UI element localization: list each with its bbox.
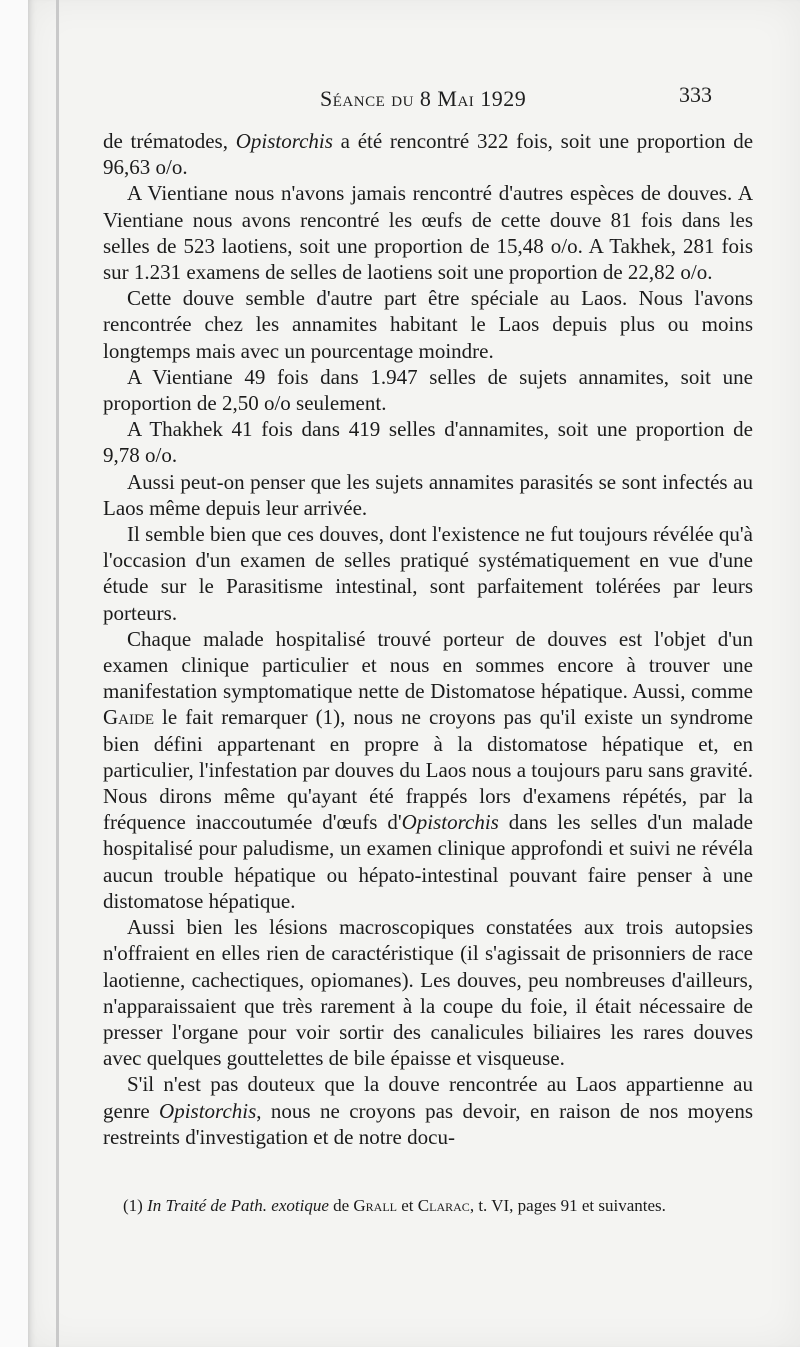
page-number: 333	[679, 82, 712, 107]
footnote-marker: (1)	[123, 1196, 148, 1215]
genus-name: Opistorchis	[401, 810, 499, 835]
genus-name: Opistorchis	[235, 129, 333, 153]
text-run: de trématodes,	[103, 129, 236, 153]
paragraph: Cette douve semble d'autre part être spéciale au Laos. Nous l'avons rencontrée chez les annamites habitant le Laos depuis plus ou moins longtemps mais avec un pourcentage moindre.	[103, 286, 753, 363]
text-run: a été rencontré 322 fois, soit une proportion de 96,63 o/o.	[103, 129, 754, 180]
footnote-author: Clarac	[417, 1196, 470, 1215]
page-binding-edge	[56, 0, 59, 1347]
text-run: S'il n'est pas douteux que la douve rencontrée au Laos appartienne au genre	[103, 1072, 753, 1123]
footnote-author: Grall	[353, 1196, 398, 1215]
text-run: de	[328, 1196, 354, 1215]
footnote-title: Traité de Path. exotique	[165, 1196, 329, 1215]
text-run: , nous ne croyons pas devoir, en raison de nos moyens restreints d'investigation et de notre docu-	[103, 1098, 754, 1149]
author-name: Gaide	[103, 705, 154, 730]
paragraph: Aussi bien les lésions macroscopiques constatées aux trois autopsies n'offraient en elles rien de caractéristique (il s'agissait de prisonniers de race laotienne, cachectiques, opiomanes). Les douves, peu nombreuses d'ailleurs, n'apparaissaient que très rarement à la coupe du foie, il était nécessaire de presser l'organe pour voir sortir des canalicules biliaires les rares douves avec quelques gouttelettes de bile épaisse et visqueuse.	[103, 915, 753, 1071]
paragraph	[103, 626, 753, 914]
running-head: Séance du 8 Mai 1929	[320, 86, 527, 111]
text-run: Chaque malade hospitalisé trouvé porteur de douves est l'objet d'un examen clinique particulier et nous en sommes encore à trouver une manifestation symptomatique nette de Distomatose hépatique. Aussi, comme	[103, 626, 753, 704]
footnote-reference: , t. VI, pages 91 et suivantes.	[469, 1196, 666, 1215]
text-run: le fait remarquer (1), nous ne croyons pas qu'il existe un syndrome bien défini appartenant en propre à la distomatose hépatique et, en particulier, l'infestation par douves du Laos nous a toujours paru sans gravité. Nous dirons même qu'ayant été frappés lors d'examens répétés, par la fréquence inaccoutumée d'œufs d'	[103, 705, 753, 835]
paragraph	[103, 128, 753, 180]
paragraph	[103, 1071, 753, 1150]
footnote-in-label: In	[147, 1196, 162, 1215]
body-text	[103, 128, 753, 1150]
paragraph: A Vientiane nous n'avons jamais rencontré d'autres espèces de douves. A Vientiane nous avons rencontré les œufs de cette douve 81 fois dans les selles de 523 laotiens, soit une proportion de 15,48 o/o. A Takhek, 281 fois sur 1.231 examens de selles de laotiens soit une proportion de 22,82 o/o.	[103, 181, 753, 285]
paragraph: A Vientiane 49 fois dans 1.947 selles de sujets annamites, soit une proportion de 2,50 o/o seulement.	[103, 364, 753, 416]
paragraph: Aussi peut-on penser que les sujets annamites parasités se sont infectés au Laos même depuis leur arrivée.	[103, 469, 753, 520]
text-run: dans les selles d'un malade hospitalisé pour paludisme, un examen clinique approfondi et suivi ne révéla aucun trouble hépatique ou hépato-intestinal pouvant faire penser à une distomatose hépatique.	[103, 810, 753, 913]
paragraph: A Thakhek 41 fois dans 419 selles d'annamites, soit une proportion de 9,78 o/o.	[103, 417, 753, 468]
footnote	[123, 1195, 763, 1217]
genus-name: Opistorchis	[159, 1098, 257, 1123]
text-run: et	[397, 1196, 418, 1215]
page-header	[28, 80, 800, 112]
paragraph: Il semble bien que ces douves, dont l'existence ne fut toujours révélée qu'à l'occasion d'un examen de selles pratiqué systématiquement en vue d'une étude sur le Parasitisme intestinal, sont parfaitement tolérées par leurs porteurs.	[103, 522, 753, 625]
